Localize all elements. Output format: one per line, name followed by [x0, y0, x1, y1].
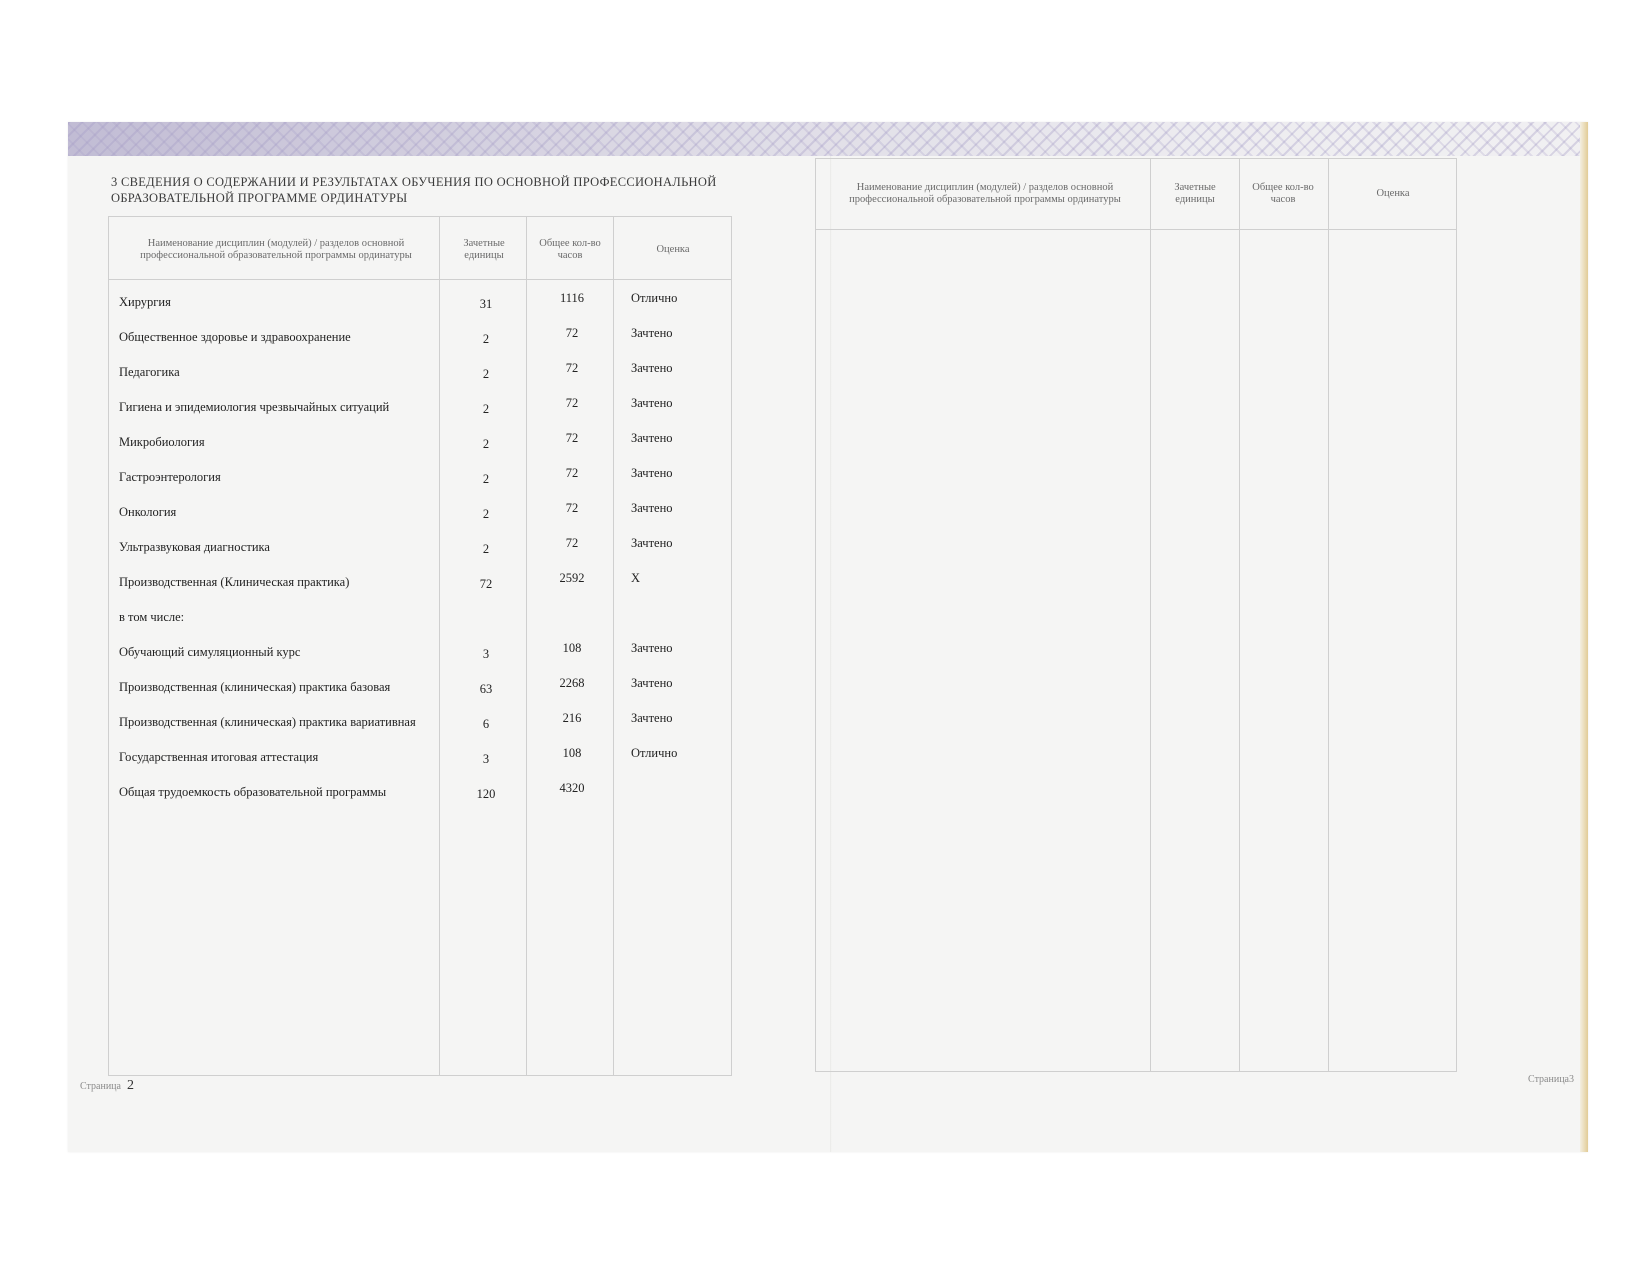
- row-name: Общественное здоровье и здравоохранение: [119, 330, 351, 344]
- table-row: [109, 427, 731, 463]
- row-credits: 2: [482, 367, 490, 381]
- decorative-ornament-band: [68, 122, 1588, 156]
- row-credits: 31: [479, 297, 493, 311]
- row-hours: 72: [565, 396, 579, 410]
- row-name: Гигиена и эпидемиология чрезвычайных ситуаций: [119, 400, 390, 414]
- row-name: Микробиология: [119, 435, 205, 449]
- row-grade: Отлично: [631, 746, 678, 760]
- page-number-left-value: 2: [126, 1078, 134, 1093]
- row-hours: 72: [565, 431, 579, 445]
- row-grade: Зачтено: [631, 536, 673, 550]
- row-hours: 108: [562, 746, 582, 760]
- row-credits: 6: [482, 717, 490, 731]
- page-edge: [1580, 122, 1588, 1152]
- row-name: Гастроэнтерология: [119, 470, 221, 484]
- row-grade: Зачтено: [631, 431, 673, 445]
- row-credits: 2: [482, 542, 490, 556]
- row-credits: 72: [479, 577, 493, 591]
- table-row: [109, 462, 731, 498]
- row-hours: 72: [565, 501, 579, 515]
- header-name-right: Наименование дисциплин (модулей) / разделов основной профессиональной образовательной программы ординатуры: [849, 182, 1121, 205]
- row-hours: 108: [562, 641, 582, 655]
- table-row: [109, 287, 731, 323]
- table-row: [109, 602, 731, 638]
- header-name: Наименование дисциплин (модулей) / разделов основной профессиональной образовательной программы ординатуры: [140, 238, 412, 261]
- header-credits: Зачетные единицы: [463, 238, 505, 261]
- table-row: [109, 497, 731, 533]
- row-hours: 216: [562, 711, 582, 725]
- table-row: [109, 392, 731, 428]
- row-name: Обучающий симуляционный курс: [119, 645, 301, 659]
- row-grade: Зачтено: [631, 466, 673, 480]
- row-name: Общая трудоемкость образовательной программы: [119, 785, 387, 799]
- row-name: Производственная (клиническая) практика базовая: [119, 680, 391, 694]
- row-grade: Зачтено: [631, 501, 673, 515]
- table-row: [109, 322, 731, 358]
- row-hours: 72: [565, 361, 579, 375]
- table-row: [109, 672, 731, 708]
- table-row: [109, 637, 731, 673]
- row-credits: 2: [482, 437, 490, 451]
- row-hours: 2592: [559, 571, 585, 585]
- row-name: Онкология: [119, 505, 177, 519]
- row-grade: Зачтено: [631, 361, 673, 375]
- row-hours: 2268: [559, 676, 585, 690]
- page-number-left: [80, 1078, 134, 1094]
- row-credits: 3: [482, 647, 490, 661]
- table-row: [109, 777, 731, 813]
- page-label-right: Страница: [1528, 1074, 1569, 1085]
- row-hours: 1116: [559, 291, 585, 305]
- row-grade: Зачтено: [631, 396, 673, 410]
- row-name: Производственная (Клиническая практика): [119, 575, 350, 589]
- page-number-right-value: 3: [1569, 1074, 1574, 1085]
- page-label-left: Страница: [80, 1081, 121, 1092]
- section-title: 3 СВЕДЕНИЯ О СОДЕРЖАНИИ И РЕЗУЛЬТАТАХ ОБУЧЕНИЯ ПО ОСНОВНОЙ ПРОФЕССИОНАЛЬНОЙ ОБРАЗОВАТЕЛЬНОЙ ПРОГРАММЕ ОРДИНАТУРЫ: [111, 175, 717, 205]
- continuation-table: [815, 158, 1457, 1072]
- row-grade: Зачтено: [631, 711, 673, 725]
- row-hours: 72: [565, 466, 579, 480]
- row-name: Хирургия: [119, 295, 171, 309]
- header-hours: Общее кол-во часов: [539, 238, 601, 261]
- header-credits-right: Зачетные единицы: [1174, 182, 1216, 205]
- row-credits: 3: [482, 752, 490, 766]
- table-row: [109, 532, 731, 568]
- row-grade: Зачтено: [631, 641, 673, 655]
- header-hours-right: Общее кол-во часов: [1252, 182, 1314, 205]
- row-credits: 2: [482, 507, 490, 521]
- header-grade: Оценка: [656, 244, 690, 255]
- table-row: [109, 357, 731, 393]
- row-name: в том числе:: [119, 610, 185, 624]
- row-grade: Зачтено: [631, 326, 673, 340]
- page-number-right: [1528, 1074, 1574, 1085]
- table-row: [109, 707, 731, 743]
- table-row: [109, 567, 731, 603]
- row-name: Государственная итоговая аттестация: [119, 750, 319, 764]
- document-spread: [68, 122, 1588, 1152]
- table-row: [109, 742, 731, 778]
- row-grade: Х: [631, 571, 641, 585]
- row-credits: 2: [482, 332, 490, 346]
- row-credits: 2: [482, 472, 490, 486]
- row-name: Производственная (клиническая) практика вариативная: [119, 715, 416, 729]
- row-hours: 72: [565, 326, 579, 340]
- row-name: Педагогика: [119, 365, 180, 379]
- row-credits: 120: [476, 787, 496, 801]
- row-hours: 4320: [559, 781, 585, 795]
- row-grade: Отлично: [631, 291, 678, 305]
- row-grade: Зачтено: [631, 676, 673, 690]
- header-grade-right: Оценка: [1376, 188, 1410, 199]
- row-credits: 2: [482, 402, 490, 416]
- results-table: [108, 216, 732, 1076]
- row-name: Ультразвуковая диагностика: [119, 540, 270, 554]
- row-credits: 63: [479, 682, 493, 696]
- row-hours: 72: [565, 536, 579, 550]
